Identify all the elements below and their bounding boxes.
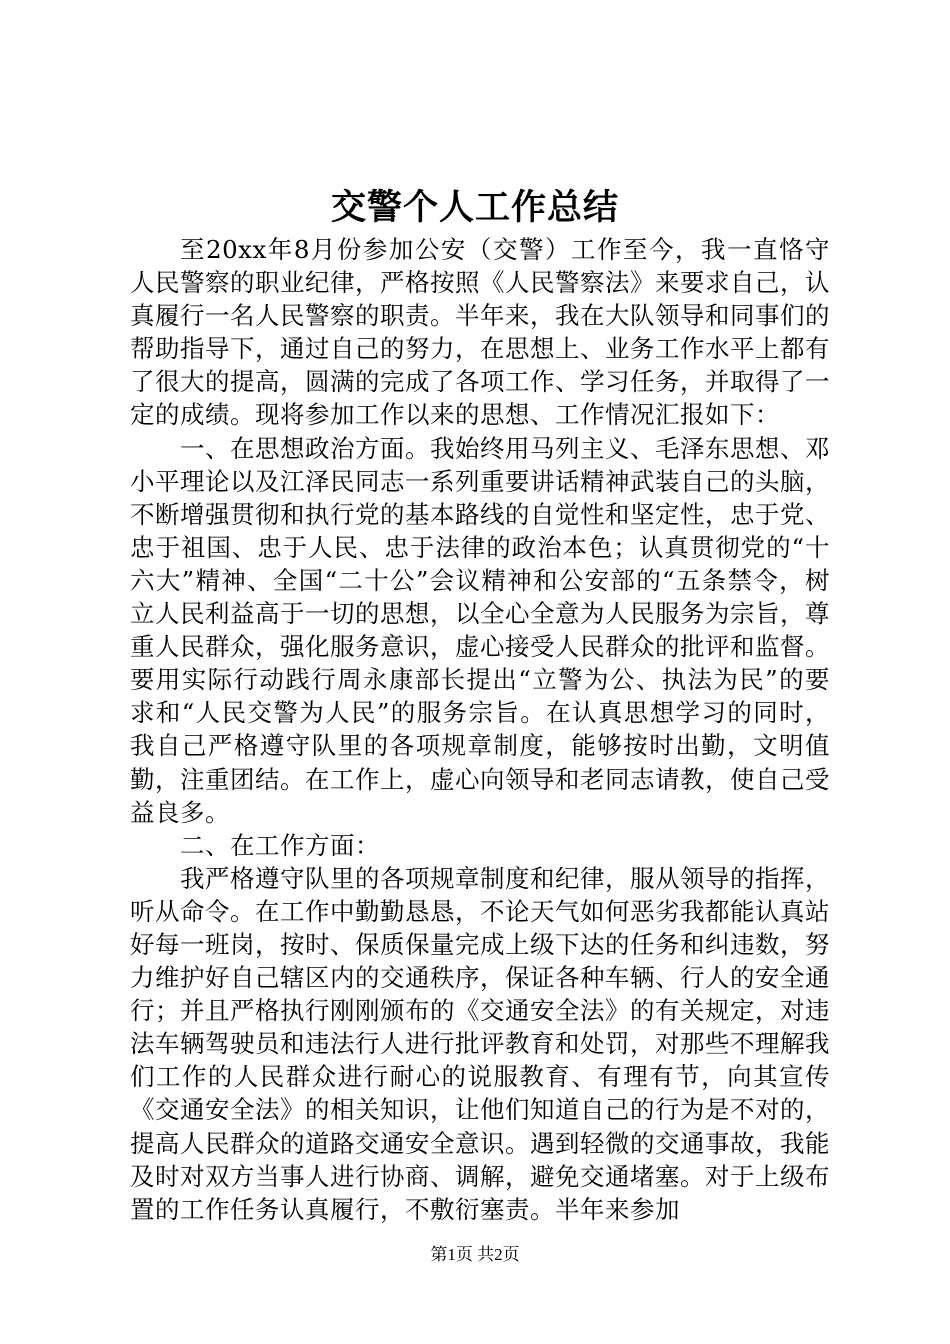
- paragraph-work: 我严格遵守队里的各项规章制度和纪律，服从领导的指挥，听从命令。在工作中勤勤恳恳，不论天气如何恶劣我都能认真站好每一班岗，按时、保质保量完成上级下达的任务和纠违数，努力维护好自己辖区内的交通秩序，保证各种车辆、行人的安全通行；并且严格执行刚刚颁布的《交通安全法》的有关规定，对违法车辆驾驶员和违法行人进行批评教育和处罚，对那些不理解我们工作的人民群众进行耐心的说服教育、有理有节，向其宣传《交通安全法》的相关知识，让他们知道自己的行为是不对的，提高人民群众的道路交通安全意识。遇到轻微的交通事故，我能及时对双方当事人进行协商、调解，避免交通堵塞。对于上级布置的工作任务认真履行，不敷衍塞责。半年来参加: [130, 863, 830, 1224]
- document-body: [130, 233, 830, 1226]
- paragraph-intro: 至20xx年8月份参加公安（交警）工作至今，我一直恪守人民警察的职业纪律，严格按照《人民警察法》来要求自己，认真履行一名人民警察的职责。半年来，我在大队领导和同事们的帮助指导下，通过自己的努力，在思想上、业务工作水平上都有了很大的提高，圆满的完成了各项工作、学习任务，并取得了一定的成绩。现将参加工作以来的思想、工作情况汇报如下：: [130, 235, 830, 430]
- section-heading-work: 二、在工作方面：: [180, 830, 380, 860]
- paragraph-political: 一、在思想政治方面。我始终用马列主义、毛泽东思想、邓小平理论以及江泽民同志一系列重要讲话精神武装自己的头脑，不断增强贯彻和执行党的基本路线的自觉性和坚定性，忠于党、忠于祖国、忠于人民、忠于法律的政治本色；认真贯彻党的“十六大”精神、全国“二十公”会议精神和公安部的“五条禁令，树立人民利益高于一切的思想，以全心全意为人民服务为宗旨，尊重人民群众，强化服务意识，虚心接受人民群众的批评和监督。要用实际行动践行周永康部长提出“立警为公、执法为民”的要求和“人民交警为人民”的服务宗旨。在认真思想学习的同时，我自己严格遵守队里的各项规章制度，能够按时出勤，文明值勤，注重团结。在工作上，虚心向领导和老同志请教，使自己受益良多。: [130, 433, 830, 827]
- document-title: 交警个人工作总结: [330, 187, 619, 228]
- page-footer: 第1页 共2页: [430, 1245, 520, 1264]
